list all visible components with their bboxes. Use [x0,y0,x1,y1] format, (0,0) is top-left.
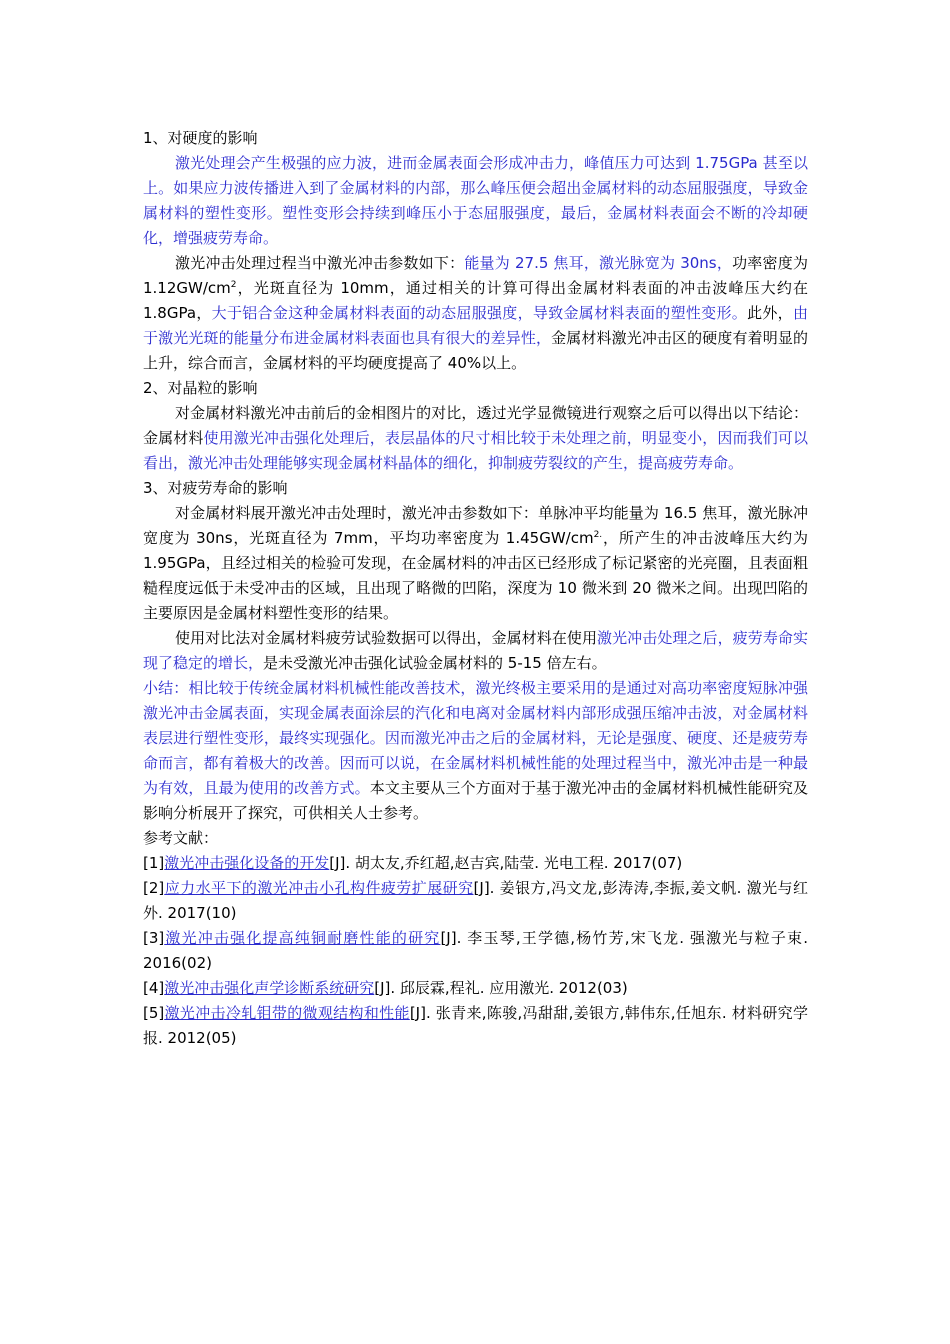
text-run: 功率密度为 1.12GW/cm [143,254,808,297]
reference-number: [5] [143,1004,165,1022]
paragraph-hardness-parameters [143,251,808,376]
paragraph-fatigue-comparison [143,626,808,676]
reference-details: [J]. 邱辰霖,程礼. 应用激光. 2012(03) [374,979,628,997]
reference-item [143,851,808,876]
highlight-run: 由于激光光斑的能量分布进金属材料表面也具有很大的差异性， [143,304,808,347]
references-heading: 参考文献： [143,829,219,847]
paragraph-fatigue-parameters [143,501,808,626]
text-run: 本文主要从三个方面对于基于激光冲击的金属材料机械性能研究及影响分析展开了探究，可供相关人士参考。 [143,779,808,822]
highlight-run: 使用激光冲击强化处理后，表层晶体的尺寸相比较于未处理之前，明显变小，因而我们可以看出，激光冲击处理能够实现金属材料晶体的细化，抑制疲劳裂纹的产生，提高疲劳寿命。 [143,429,808,472]
paragraph-hardness-stress-wave: 激光处理会产生极强的应力波，进而金属表面会形成冲击力，峰值压力可达到 1.75GPa 甚至以上。如果应力波传播进入到了金属材料的内部，那么峰压便会超出金属材料的动态屈服强度，导致金属材料的塑性变形。塑性变形会持续到峰压小于态屈服强度，最后，金属材料表面会不断的冷却硬化，增强疲劳寿命。 [143,154,808,247]
section-heading-fatigue: 3、对疲劳寿命的影响 [143,479,288,497]
reference-details: [J]. 姜银方,冯文龙,彭涛涛,李振,姜文帆. 激光与红外. 2017(10) [143,879,808,922]
text-run: 对金属材料展开激光冲击处理时，激光冲击参数如下：单脉冲平均能量为 16.5 焦耳，激光脉冲宽度为 30ns，光斑直径为 7mm，平均功率密度为 1.45GW/cm [143,504,808,547]
reference-title-link[interactable]: 激光冲击冷轧钼带的微观结构和性能 [164,1004,410,1022]
summary-paragraph [143,676,808,826]
text-run: 对金属材料激光冲击前后的金相图片的对比，透过光学显微镜进行观察之后可以得出以下结论：金属材料 [143,404,808,447]
text-run: ，光斑直径为 10mm，通过相关的计算可得出金属材料表面的冲击波峰压大约在 1.8GPa， [143,279,808,322]
text-run: 是未受激光冲击强化试验金属材料的 5-15 倍左右。 [263,654,607,672]
document-page [143,126,808,1051]
reference-number: [2] [143,879,165,897]
text-run: 激光冲击处理过程当中激光冲击参数如下： [175,254,465,272]
section-heading-hardness: 1、对硬度的影响 [143,129,258,147]
reference-title-link[interactable]: 激光冲击强化声学诊断系统研究 [164,979,375,997]
reference-title-link[interactable]: 应力水平下的激光冲击小孔构件疲劳扩展研究 [164,879,474,897]
text-run: 使用对比法对金属材料疲劳试验数据可以得出，金属材料在使用 [175,629,598,647]
reference-item [143,876,808,926]
reference-item [143,976,808,1001]
text-run: 金属材料激光冲击区的硬度有着明显的上升，综合而言，金属材料的平均硬度提高了 40%以上。 [143,329,808,372]
reference-details: [J]. 张青来,陈骏,冯甜甜,姜银方,韩伟东,任旭东. 材料研究学报. 2012(05) [143,1004,808,1047]
highlight-run: 大于铝合金这种金属材料表面的动态屈服强度，导致金属材料表面的塑性变形。 [211,304,748,322]
highlight-run: 小结：相比较于传统金属材料机械性能改善技术，激光终极主要采用的是通过对高功率密度短脉冲强激光冲击金属表面，实现金属表面涂层的汽化和电离对金属材料内部形成强压缩冲击波，对金属材料表层进行塑性变形，最终实现强化。因而激光冲击之后的金属材料，无论是强度、硬度、还是疲劳寿命而言，都有着极大的改善。因而可以说，在金属材料机械性能的处理过程当中，激光冲击是一种最为有效，且最为使用的改善方式。 [143,679,808,797]
reference-title-link[interactable]: 激光冲击强化设备的开发 [164,854,330,872]
reference-number: [3] [143,929,165,947]
reference-title-link[interactable]: 激光冲击强化提高纯铜耐磨性能的研究 [164,929,441,947]
reference-details: [J]. 胡太友,乔红超,赵吉宾,陆莹. 光电工程. 2017(07) [329,854,683,872]
reference-number: [4] [143,979,165,997]
highlight-run: 能量为 27.5 焦耳，激光脉宽为 30ns， [464,254,733,272]
paragraph-grain [143,401,808,476]
text-run: 此外， [747,304,793,322]
highlight-run: 激光冲击处理之后，疲劳寿命实现了稳定的增长， [143,629,808,672]
reference-number: [1] [143,854,165,872]
section-heading-grain: 2、对晶粒的影响 [143,379,258,397]
superscript: 2. [593,530,603,540]
reference-item [143,926,808,976]
reference-item [143,1001,808,1051]
text-run: ，所产生的冲击波峰压大约为 1.95GPa，且经过相关的检验可发现，在金属材料的冲击区已经形成了标记紧密的光亮圈，且表面粗糙程度远低于未受冲击的区域，且出现了略微的凹陷，深度为 10 微米到 20 微米之间。出现凹陷的主要原因是金属材料塑性变形的结果。 [143,529,808,622]
reference-details: [J]. 李玉琴,王学德,杨竹芳,宋飞龙. 强激光与粒子束. 2016(02) [143,929,808,972]
superscript: 2 [230,280,237,290]
